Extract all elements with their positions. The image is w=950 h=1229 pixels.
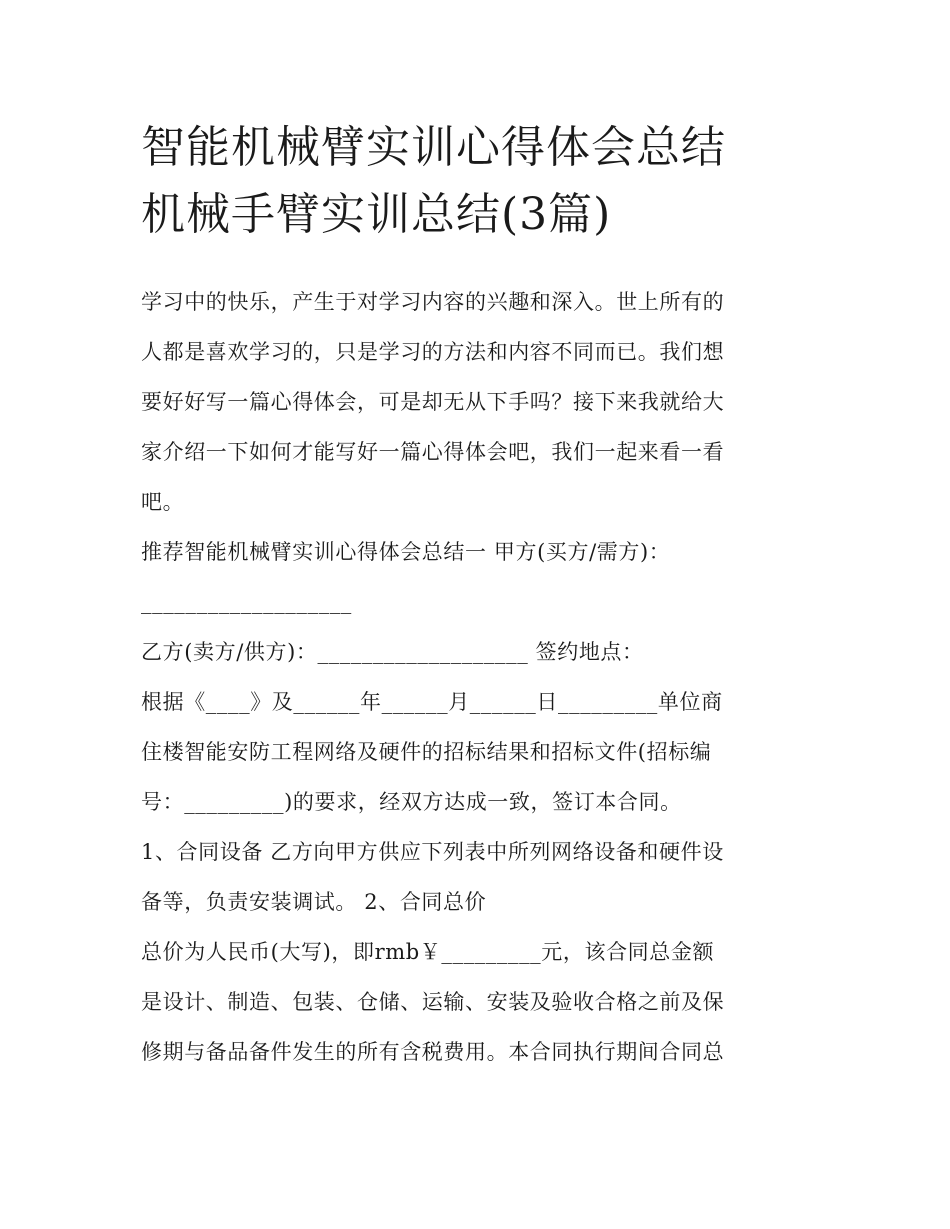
body-line: 推荐智能机械臂实训心得体会总结一 甲方(买方/需方)： — [141, 540, 671, 564]
body-line: 要好好写一篇心得体会，可是却无从下手吗？接下来我就给大 — [141, 390, 725, 414]
body-line: 乙方(卖方/供方)：___________________ 签约地点： — [141, 640, 644, 664]
body-line: 根据《____》及______年______月______日_________单位商 — [141, 690, 723, 714]
document-body — [141, 277, 813, 1077]
body-line: 家介绍一下如何才能写好一篇心得体会吧，我们一起来看一看 — [141, 440, 725, 464]
body-line: 住楼智能安防工程网络及硬件的招标结果和招标文件(招标编 — [141, 740, 712, 764]
body-line: 修期与备品备件发生的所有含税费用。本合同执行期间合同总 — [141, 1040, 725, 1064]
document-title — [141, 114, 813, 248]
body-line: 号：_________)的要求，经双方达成一致，签订本合同。 — [141, 790, 682, 814]
body-line: 是设计、制造、包装、仓储、运输、安装及验收合格之前及保 — [141, 990, 725, 1014]
body-line: 学习中的快乐，产生于对学习内容的兴趣和深入。世上所有的 — [141, 290, 725, 314]
body-line: 总价为人民币(大写)，即rmb￥_________元，该合同总金额 — [141, 940, 715, 964]
body-line: 人都是喜欢学习的，只是学习的方法和内容不同而已。我们想 — [141, 340, 725, 364]
title-line-1: 智能机械臂实训心得体会总结 — [141, 122, 726, 173]
body-line: 吧。 — [141, 490, 185, 514]
title-line-2: 机械手臂实训总结(3篇) — [141, 189, 612, 240]
body-line: 1、合同设备 乙方向甲方供应下列表中所列网络设备和硬件设 — [141, 840, 724, 864]
body-line: 备等，负责安装调试。 2、合同总价 — [141, 890, 487, 914]
body-line: ___________________ — [141, 590, 352, 614]
